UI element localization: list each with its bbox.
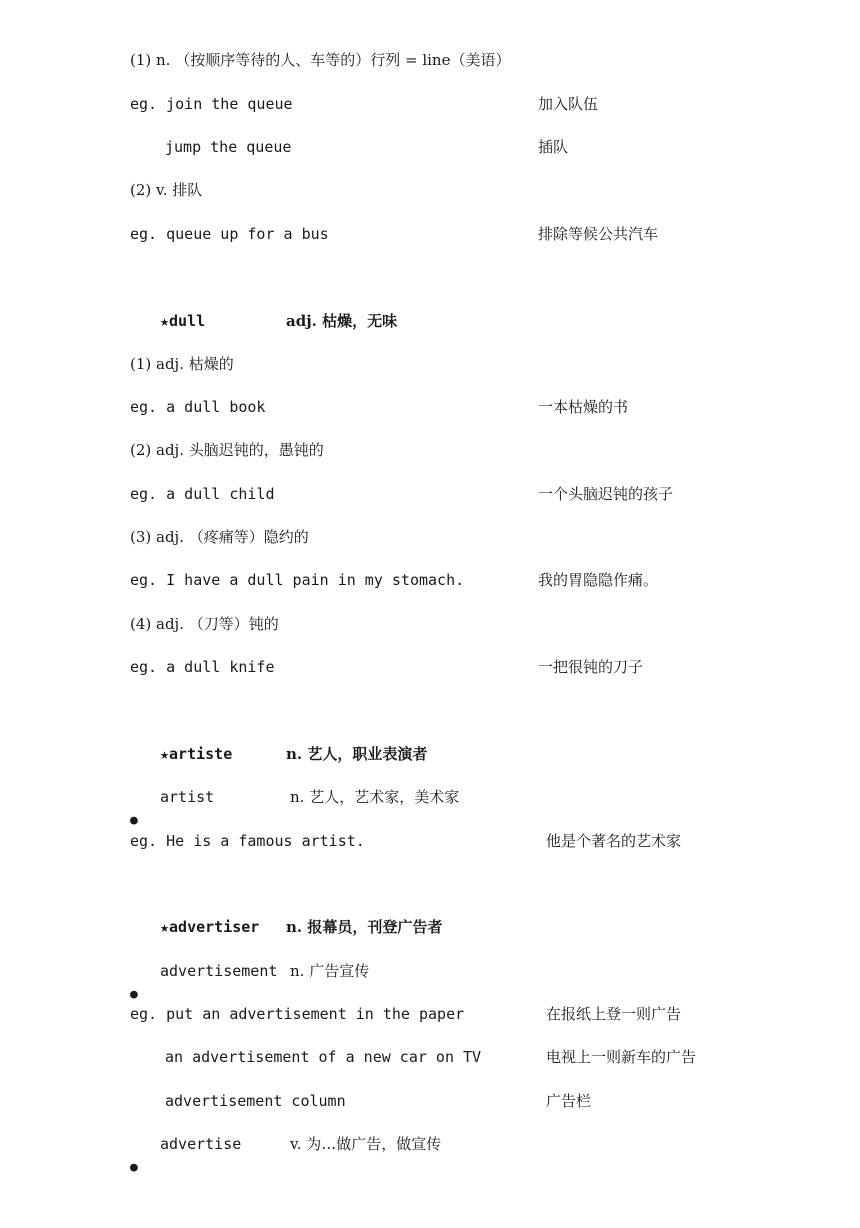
bullet-icon: ●	[130, 987, 138, 1002]
example-text: eg. a dull book	[130, 398, 266, 416]
definition-line	[0, 438, 860, 462]
example-text: eg. He is a famous artist.	[130, 832, 365, 850]
related-word: advertise	[160, 1135, 242, 1153]
headword: ★artiste	[160, 745, 233, 763]
definition-line	[0, 48, 860, 72]
example-text: eg. join the queue	[130, 95, 293, 113]
definition-text: (4) adj. （刀等）钝的	[130, 615, 279, 633]
headword: ★dull	[160, 312, 206, 330]
example-translation: 他是个著名的艺术家	[546, 832, 682, 850]
example-line	[0, 92, 860, 116]
related-word: artist	[160, 788, 215, 806]
headword-definition: n. 报幕员，刊登广告者	[286, 918, 443, 936]
definition-line	[0, 612, 860, 636]
related-word-line	[0, 785, 860, 828]
example-translation: 我的胃隐隐作痛。	[538, 571, 659, 589]
related-word-definition: v. 为…做广告，做宣传	[290, 1135, 442, 1153]
example-text: eg. I have a dull pain in my stomach.	[130, 571, 465, 589]
headword-definition: n. 艺人，职业表演者	[286, 745, 428, 763]
related-word-definition: n. 广告宣传	[290, 962, 370, 980]
example-line	[0, 568, 860, 592]
example-translation: 排除等候公共汽车	[538, 225, 659, 243]
example-text: eg. queue up for a bus	[130, 225, 329, 243]
example-translation: 插队	[538, 138, 569, 156]
definition-text: (1) adj. 枯燥的	[130, 355, 234, 373]
headword-line	[0, 309, 860, 333]
example-translation: 一把很钝的刀子	[538, 658, 644, 676]
headword-line	[0, 915, 860, 939]
example-text: eg. put an advertisement in the paper	[130, 1005, 465, 1023]
example-translation: 一个头脑迟钝的孩子	[538, 485, 674, 503]
bullet-icon: ●	[130, 813, 138, 828]
example-line	[0, 829, 860, 853]
definition-line	[0, 178, 860, 202]
example-text: jump the queue	[165, 138, 292, 156]
example-line	[0, 395, 860, 419]
example-line	[0, 655, 860, 679]
headword: ★advertiser	[160, 918, 260, 936]
example-line	[0, 222, 860, 246]
related-word-definition: n. 艺人，艺术家，美术家	[290, 788, 460, 806]
example-text: eg. a dull knife	[130, 658, 275, 676]
definition-line	[0, 525, 860, 549]
example-text: advertisement column	[165, 1092, 346, 1110]
example-translation: 在报纸上登一则广告	[546, 1005, 682, 1023]
headword-line	[0, 742, 860, 766]
bullet-icon: ●	[130, 1160, 138, 1175]
headword-definition: adj. 枯燥，无味	[286, 312, 398, 330]
example-line	[0, 135, 860, 159]
example-translation: 广告栏	[546, 1092, 592, 1110]
example-line	[0, 482, 860, 506]
definition-line	[0, 352, 860, 376]
example-text: eg. a dull child	[130, 485, 275, 503]
definition-text: (1) n. （按顺序等待的人、车等的）行列 = line（美语）	[130, 51, 511, 69]
definition-text: (2) v. 排队	[130, 181, 203, 199]
example-line	[0, 1045, 860, 1069]
example-line	[0, 1089, 860, 1113]
example-line	[0, 1002, 860, 1026]
related-word: advertisement	[160, 962, 278, 980]
definition-text: (2) adj. 头脑迟钝的，愚钝的	[130, 441, 324, 459]
example-translation: 加入队伍	[538, 95, 599, 113]
example-translation: 一本枯燥的书	[538, 398, 629, 416]
example-text: an advertisement of a new car on TV	[165, 1048, 482, 1066]
definition-text: (3) adj. （疼痛等）隐约的	[130, 528, 309, 546]
example-translation: 电视上一则新车的广告	[546, 1048, 697, 1066]
related-word-line	[0, 1132, 860, 1175]
related-word-line	[0, 959, 860, 1002]
